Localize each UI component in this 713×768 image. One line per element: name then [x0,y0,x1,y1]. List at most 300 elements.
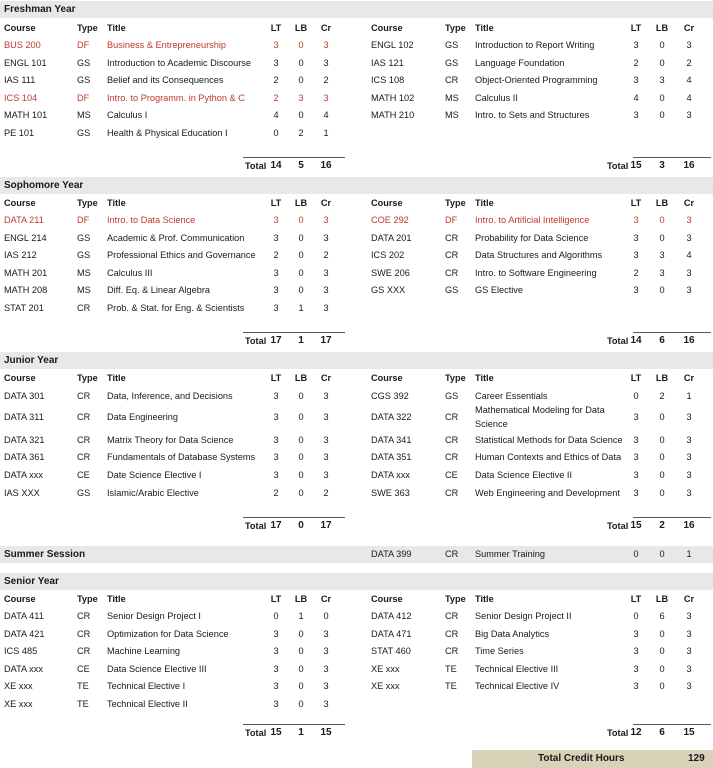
column-header-title: Title [107,198,126,208]
course-code: ICS 108 [371,75,405,85]
column-header-type: Type [445,594,466,604]
course-type: GS [445,58,459,68]
total-lt: 15 [270,727,282,738]
course-cr: 3 [323,412,329,422]
course-type: CR [445,250,459,260]
column-header-cr: Cr [683,23,695,33]
course-lt: 0 [633,611,639,621]
course-type: CR [77,629,91,639]
course-type: CR [445,435,459,445]
course-lt: 3 [633,681,639,691]
course-type: CE [445,470,458,480]
course-cr: 3 [686,40,692,50]
course-title: Health & Physical Education I [107,128,228,138]
course-cr: 3 [323,233,329,243]
total-lt: 15 [630,160,642,171]
total-lb: 5 [298,160,304,171]
course-title: Statistical Methods for Data Science [475,435,623,445]
total-cr: 17 [320,520,332,531]
column-header-type: Type [445,23,466,33]
course-type: CE [77,664,90,674]
summer-title-text: Summer Training [475,549,545,559]
course-cr: 3 [686,268,692,278]
course-code: MATH 208 [4,285,48,295]
year-title: Junior Year [4,355,59,366]
course-lb: 0 [659,58,665,68]
course-cr: 4 [686,75,692,85]
course-cr: 3 [323,435,329,445]
course-type: MS [77,285,91,295]
course-code: DATA 351 [371,452,412,462]
course-lb: 0 [659,470,665,480]
course-code: ENGL 102 [371,40,414,50]
course-lt: 3 [633,233,639,243]
course-lt: 0 [273,611,279,621]
course-code: DATA 322 [371,412,412,422]
total-divider [633,517,711,518]
course-lt: 3 [273,629,279,639]
course-type: GS [77,75,91,85]
column-header-course: Course [371,198,403,208]
course-title: Machine Learning [107,646,181,656]
column-header-cr: Cr [683,594,695,604]
year-band [0,177,713,194]
course-title: Intro. to Data Science [107,215,196,225]
course-code: DATA 311 [4,412,44,422]
column-header-type: Type [445,198,466,208]
summer-band [0,546,713,563]
column-header-lt: LT [630,373,642,383]
course-type: CR [445,488,459,498]
grand-total-box [472,750,713,768]
course-cr: 3 [323,391,329,401]
course-cr: 3 [323,629,329,639]
course-lb: 0 [659,215,665,225]
course-lb: 3 [659,75,665,85]
course-title: Date Science Elective I [107,470,202,480]
course-lt: 3 [633,250,639,260]
course-lb: 0 [659,412,665,422]
course-code: CGS 392 [371,391,409,401]
course-lb: 0 [659,233,665,243]
course-code: DATA 411 [4,611,44,621]
course-type: MS [77,268,91,278]
total-label: Total [245,521,267,531]
course-lb: 0 [298,250,304,260]
course-lb: 0 [298,75,304,85]
course-code: ENGL 101 [4,58,47,68]
course-lb: 0 [298,40,304,50]
total-divider [243,517,345,518]
course-code: ICS 202 [371,250,405,260]
course-lb: 3 [659,268,665,278]
course-lt: 3 [633,470,639,480]
course-title: Intro. to Programm. in Python & C [107,93,245,103]
course-cr: 3 [686,215,692,225]
course-lb: 0 [659,40,665,50]
course-title: Intro. to Software Engineering [475,268,597,278]
course-lt: 3 [273,303,279,313]
column-header-cr: Cr [683,373,695,383]
course-cr: 3 [323,699,329,709]
course-lb: 0 [298,699,304,709]
course-cr: 3 [686,435,692,445]
course-cr: 3 [686,285,692,295]
course-title: Islamic/Arabic Elective [107,488,199,498]
column-header-lb: LB [655,373,669,383]
course-code: IAS 111 [4,75,36,85]
course-title: Big Data Analytics [475,629,550,639]
course-title: Calculus II [475,93,518,103]
course-lb: 6 [659,611,665,621]
total-lt: 14 [270,160,282,171]
course-cr: 3 [686,110,692,120]
course-lt: 0 [633,391,639,401]
column-header-type: Type [77,23,98,33]
course-lb: 0 [298,412,304,422]
total-cr: 17 [320,335,332,346]
course-lb: 0 [298,268,304,278]
column-header-course: Course [4,373,36,383]
course-cr: 3 [323,215,329,225]
course-title: Calculus I [107,110,148,120]
course-lb: 1 [298,303,304,313]
summer-course: DATA 399 [371,549,412,559]
course-title: Intro. to Sets and Structures [475,110,590,120]
course-code: MATH 201 [4,268,48,278]
course-type: GS [77,233,91,243]
course-lb: 3 [298,93,304,103]
course-type: GS [445,391,459,401]
column-header-title: Title [107,23,126,33]
course-lt: 3 [633,488,639,498]
course-cr: 3 [686,470,692,480]
year-title: Sophomore Year [4,180,84,191]
course-type: CR [445,233,459,243]
column-header-lt: LT [630,594,642,604]
course-title: Data Structures and Algorithms [475,250,603,260]
course-lt: 3 [273,40,279,50]
column-header-type: Type [77,373,98,383]
course-type: CR [445,75,459,85]
total-divider [243,157,345,158]
course-code: ICS 104 [4,93,38,103]
course-title: Belief and its Consequences [107,75,224,85]
course-cr: 3 [686,646,692,656]
grand-total-label: Total Credit Hours [538,753,625,764]
total-divider [243,332,345,333]
course-cr: 3 [323,646,329,656]
course-title: Mathematical Modeling for Data [475,405,605,415]
course-title: Prob. & Stat. for Eng. & Scientists [107,303,245,313]
grand-total-value: 129 [688,753,705,764]
total-lb: 0 [298,520,304,531]
course-cr: 3 [323,58,329,68]
course-lt: 3 [633,40,639,50]
column-header-cr: Cr [320,198,332,208]
course-lb: 3 [659,250,665,260]
course-cr: 4 [686,250,692,260]
column-header-course: Course [371,23,403,33]
course-lt: 3 [633,629,639,639]
column-header-cr: Cr [320,23,332,33]
course-lt: 3 [273,391,279,401]
course-cr: 3 [323,681,329,691]
course-lb: 0 [659,110,665,120]
course-lt: 2 [273,75,279,85]
year-band [0,573,713,590]
course-code: BUS 200 [4,40,41,50]
course-type: CR [77,435,91,445]
course-title: Technical Elective II [107,699,188,709]
course-lt: 3 [633,75,639,85]
course-title: Data, Inference, and Decisions [107,391,233,401]
course-code: IAS 212 [4,250,37,260]
course-lb: 0 [298,110,304,120]
course-title: Data Science Elective II [475,470,573,480]
column-header-title: Title [475,198,494,208]
course-lt: 3 [273,215,279,225]
course-code: XE xxx [371,664,400,674]
course-type: CR [77,646,91,656]
course-lt: 2 [273,93,279,103]
total-label: Total [245,161,267,171]
total-lt: 12 [630,727,642,738]
course-type: GS [445,285,459,295]
year-band [0,1,713,18]
course-lt: 3 [633,452,639,462]
course-title: Data Engineering [107,412,178,422]
total-divider [633,332,711,333]
total-label: Total [607,336,629,346]
column-header-lb: LB [655,23,669,33]
course-type: TE [445,664,457,674]
course-type: CR [445,412,459,422]
course-title-line2: Science [475,419,508,429]
course-type: GS [445,40,459,50]
course-type: MS [77,110,91,120]
course-code: DATA 301 [4,391,45,401]
total-cr: 15 [683,727,695,738]
course-lt: 3 [273,699,279,709]
course-type: DF [77,215,90,225]
total-label: Total [245,336,267,346]
course-lb: 2 [659,391,665,401]
course-lb: 0 [298,488,304,498]
total-divider [243,724,345,725]
summer-type: CR [445,549,459,559]
course-cr: 0 [323,611,329,621]
course-lb: 0 [659,629,665,639]
column-header-lt: LT [270,198,282,208]
course-title: Data Science Elective III [107,664,207,674]
course-lt: 2 [633,58,639,68]
course-cr: 2 [323,75,329,85]
course-lb: 0 [298,233,304,243]
course-code: XE xxx [4,699,33,709]
course-cr: 4 [323,110,329,120]
course-title: Web Engineering and Development [475,488,620,498]
year-title: Senior Year [4,576,59,587]
course-title: Object-Oriented Programming [475,75,598,85]
course-code: XE xxx [371,681,400,691]
course-type: GS [77,128,91,138]
course-title: Introduction to Report Writing [475,40,595,50]
summer-cr: 1 [686,549,692,559]
column-header-lt: LT [270,373,282,383]
course-type: CR [77,611,91,621]
course-code: MATH 210 [371,110,415,120]
course-title: Calculus III [107,268,153,278]
column-header-course: Course [371,373,403,383]
summer-title: Summer Session [4,549,86,560]
column-header-cr: Cr [683,198,695,208]
course-cr: 3 [323,268,329,278]
course-lt: 0 [273,128,279,138]
course-lt: 2 [273,488,279,498]
course-code: DATA xxx [4,470,43,480]
column-header-course: Course [4,594,36,604]
course-cr: 3 [323,93,329,103]
course-lt: 3 [633,285,639,295]
total-label: Total [245,728,267,738]
column-header-type: Type [77,594,98,604]
course-code: SWE 206 [371,268,410,278]
course-lb: 0 [298,435,304,445]
total-divider [633,724,711,725]
course-cr: 3 [323,40,329,50]
total-cr: 16 [683,335,695,346]
course-lb: 0 [659,681,665,691]
total-lb: 2 [659,520,665,531]
total-lt: 17 [270,520,282,531]
course-cr: 3 [686,629,692,639]
column-header-title: Title [475,23,494,33]
course-title: Optimization for Data Science [107,629,229,639]
course-lb: 0 [659,452,665,462]
course-title: Probability for Data Science [475,233,589,243]
course-cr: 3 [686,488,692,498]
course-lb: 0 [298,391,304,401]
course-code: DATA xxx [371,470,410,480]
column-header-lb: LB [294,198,308,208]
total-cr: 16 [683,160,695,171]
column-header-title: Title [107,373,126,383]
column-header-course: Course [4,23,36,33]
course-code: DATA 341 [371,435,412,445]
column-header-lt: LT [270,594,282,604]
course-cr: 3 [323,285,329,295]
year-title: Freshman Year [4,4,76,15]
course-code: COE 292 [371,215,409,225]
course-code: DATA 321 [4,435,45,445]
course-code: PE 101 [4,128,35,138]
course-lb: 0 [659,93,665,103]
column-header-title: Title [107,594,126,604]
total-lt: 17 [270,335,282,346]
course-title: Technical Elective I [107,681,186,691]
course-cr: 3 [323,303,329,313]
column-header-course: Course [371,594,403,604]
course-lb: 0 [298,58,304,68]
course-title: Senior Design Project II [475,611,572,621]
course-type: DF [77,93,90,103]
course-lb: 0 [298,285,304,295]
course-code: DATA 471 [371,629,412,639]
course-lb: 0 [298,470,304,480]
total-lb: 3 [659,160,665,171]
course-type: TE [445,681,457,691]
total-lb: 1 [298,727,304,738]
column-header-lb: LB [294,373,308,383]
course-lt: 3 [273,452,279,462]
course-title: Time Series [475,646,524,656]
course-type: DF [445,215,458,225]
column-header-lt: LT [630,198,642,208]
total-lb: 1 [298,335,304,346]
course-code: IAS 121 [371,58,404,68]
course-type: DF [77,40,90,50]
total-label: Total [607,161,629,171]
course-lb: 2 [298,128,304,138]
course-code: STAT 201 [4,303,44,313]
course-lb: 0 [298,646,304,656]
course-cr: 3 [686,681,692,691]
course-lt: 3 [633,646,639,656]
course-type: CR [445,629,459,639]
course-cr: 3 [686,664,692,674]
course-title: Fundamentals of Database Systems [107,452,256,462]
column-header-course: Course [4,198,36,208]
course-code: ENGL 214 [4,233,47,243]
column-header-title: Title [475,594,494,604]
course-lt: 3 [273,646,279,656]
column-header-lt: LT [270,23,282,33]
course-lt: 3 [273,470,279,480]
total-lb: 6 [659,335,665,346]
course-code: DATA 201 [371,233,412,243]
course-lt: 3 [273,681,279,691]
course-lt: 4 [273,110,279,120]
course-code: DATA 421 [4,629,45,639]
course-lb: 0 [659,646,665,656]
course-code: MATH 102 [371,93,415,103]
course-title: Technical Elective III [475,664,559,674]
column-header-lb: LB [294,594,308,604]
course-code: DATA 211 [4,215,44,225]
course-title: Introduction to Academic Discourse [107,58,252,68]
course-lb: 0 [298,629,304,639]
total-divider [633,157,711,158]
course-title: Matrix Theory for Data Science [107,435,234,445]
course-type: CR [445,611,459,621]
course-type: TE [77,699,89,709]
course-type: CE [77,470,90,480]
column-header-lb: LB [655,594,669,604]
course-title: Human Contexts and Ethics of Data [475,452,622,462]
course-code: MATH 101 [4,110,48,120]
course-title: Language Foundation [475,58,565,68]
course-title: Diff. Eq. & Linear Algebra [107,285,210,295]
column-header-lb: LB [294,23,308,33]
course-title: Senior Design Project I [107,611,201,621]
course-cr: 3 [686,412,692,422]
course-type: GS [77,488,91,498]
course-code: XE xxx [4,681,33,691]
course-cr: 3 [323,470,329,480]
course-lb: 0 [659,285,665,295]
summer-lt: 0 [633,549,639,559]
